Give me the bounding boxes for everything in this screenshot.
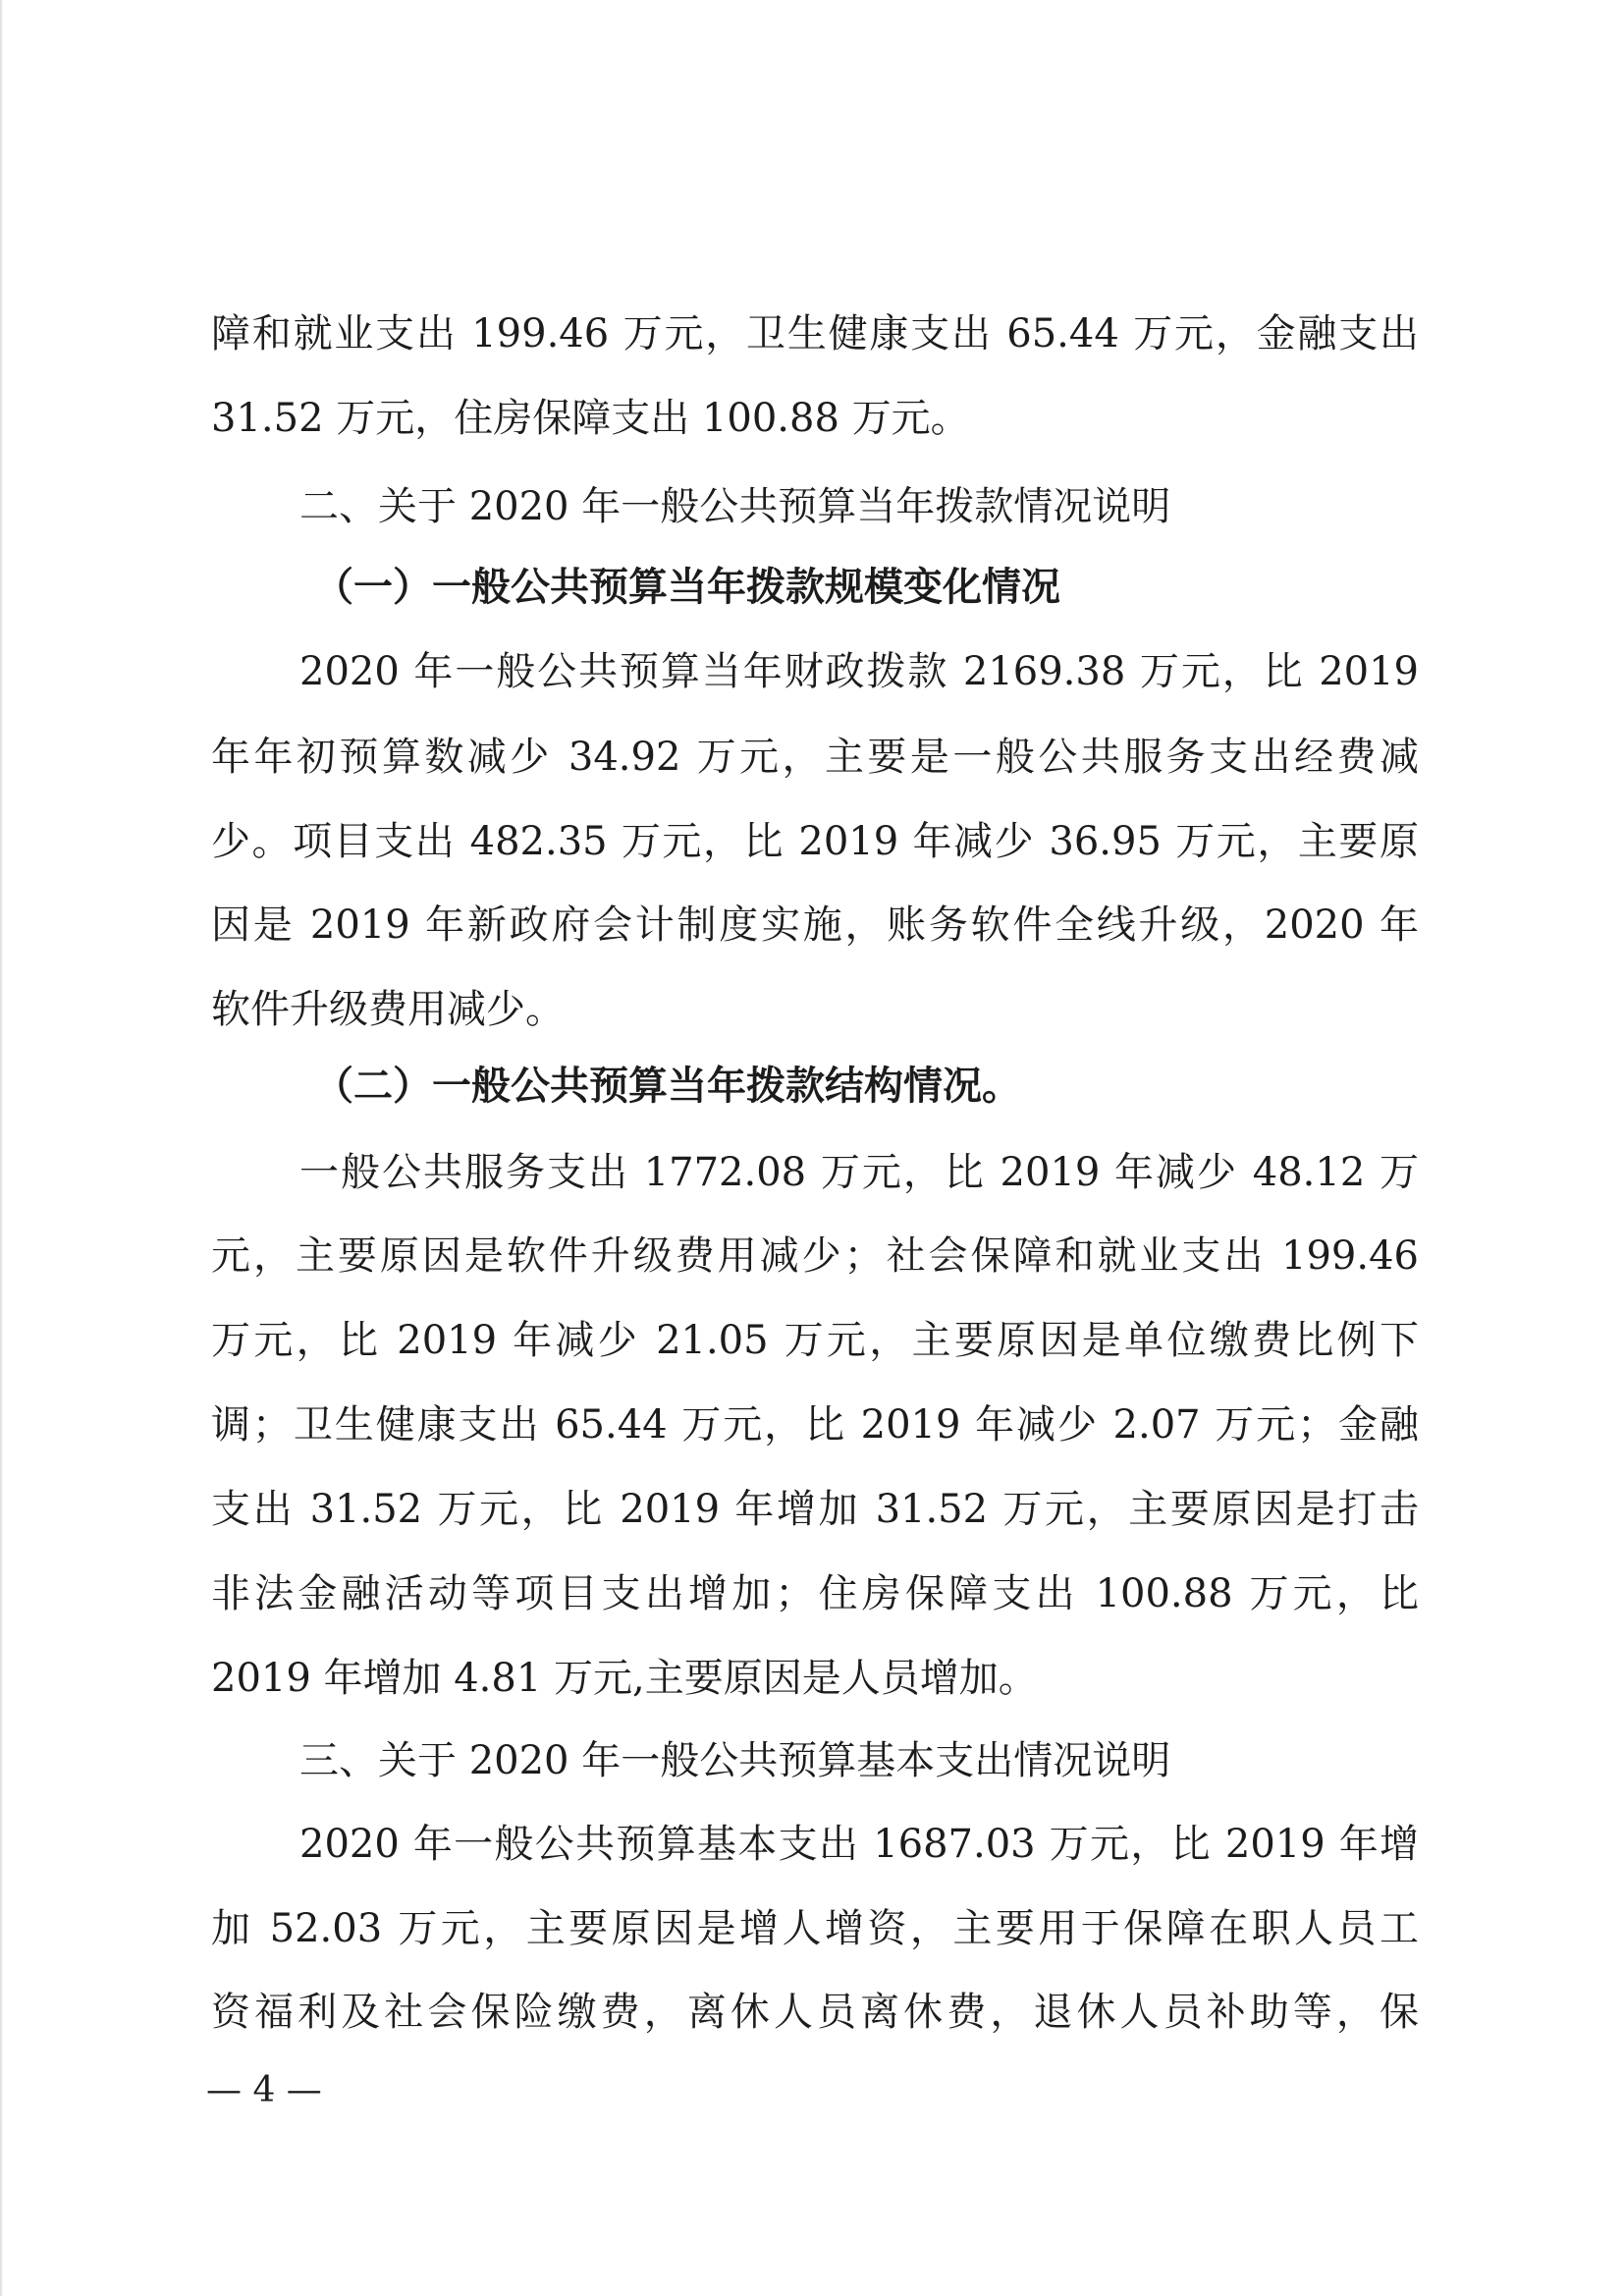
paragraph-line: 资福利及社会保险缴费，离休人员离休费，退休人员补助等，保 <box>211 1990 1419 2035</box>
paragraph-line: 万元，比 2019 年减少 21.05 万元，主要原因是单位缴费比例下 <box>211 1318 1419 1363</box>
paragraph-line: 元，主要原因是软件升级费用减少；社会保障和就业支出 199.46 <box>211 1233 1419 1279</box>
paragraph-line: 障和就业支出 199.46 万元，卫生健康支出 65.44 万元，金融支出 <box>211 311 1419 356</box>
paragraph-line: 一般公共服务支出 1772.08 万元，比 2019 年减少 48.12 万 <box>299 1150 1419 1195</box>
paragraph-line: 年年初预算数减少 34.92 万元，主要是一般公共服务支出经费减 <box>211 735 1419 780</box>
scan-edge <box>0 0 3 2296</box>
paragraph-line: 非法金融活动等项目支出增加；住房保障支出 100.88 万元，比 <box>211 1571 1419 1616</box>
section-heading-3: 三、关于 2020 年一般公共预算基本支出情况说明 <box>299 1738 1171 1783</box>
subsection-heading-2: （二）一般公共预算当年拨款结构情况。 <box>314 1063 1021 1109</box>
paragraph-line: 支出 31.52 万元，比 2019 年增加 31.52 万元，主要原因是打击 <box>211 1487 1419 1532</box>
paragraph-line: 加 52.03 万元，主要原因是增人增资，主要用于保障在职人员工 <box>211 1906 1419 1951</box>
subsection-heading-1: （一）一般公共预算当年拨款规模变化情况 <box>314 564 1060 610</box>
paragraph-line: 2019 年增加 4.81 万元,主要原因是人员增加。 <box>211 1656 1038 1701</box>
paragraph-line: 2020 年一般公共预算基本支出 1687.03 万元，比 2019 年增 <box>299 1822 1419 1867</box>
paragraph-line: 少。项目支出 482.35 万元，比 2019 年减少 36.95 万元，主要原 <box>211 819 1419 864</box>
section-heading-2: 二、关于 2020 年一般公共预算当年拨款情况说明 <box>299 484 1171 529</box>
paragraph-line: 31.52 万元，住房保障支出 100.88 万元。 <box>211 396 970 441</box>
paragraph-line: 因是 2019 年新政府会计制度实施，账务软件全线升级，2020 年 <box>211 902 1419 948</box>
page-number: — 4 — <box>206 2070 322 2110</box>
paragraph-line: 2020 年一般公共预算当年财政拨款 2169.38 万元，比 2019 <box>299 649 1419 694</box>
paragraph-line: 调；卫生健康支出 65.44 万元，比 2019 年减少 2.07 万元；金融 <box>211 1402 1419 1448</box>
paragraph-line: 软件升级费用减少。 <box>211 987 565 1032</box>
